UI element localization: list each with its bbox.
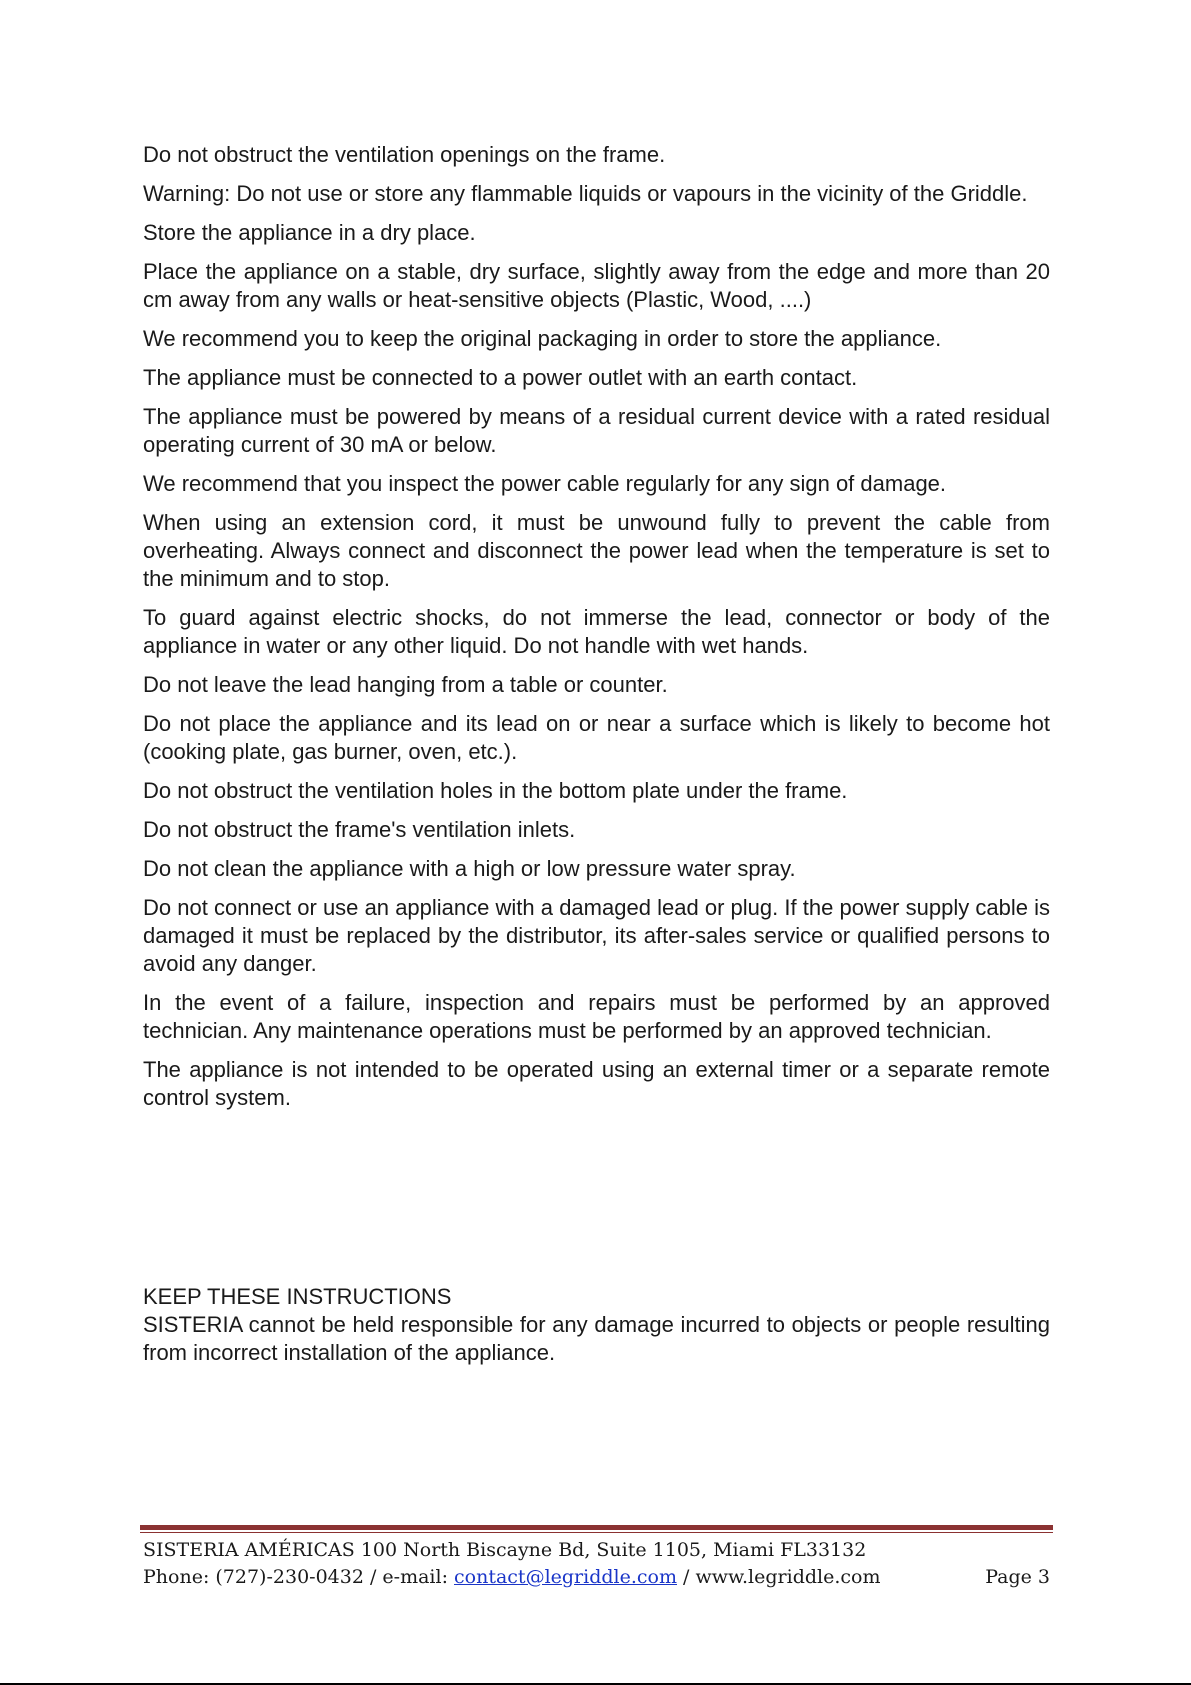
disclaimer-text: SISTERIA cannot be held responsible for any damage incurred to objects or people resulting from incorrect installation of the appliance. bbox=[143, 1312, 1050, 1365]
paragraph: We recommend that you inspect the power cable regularly for any sign of damage. bbox=[143, 471, 947, 496]
footer-divider bbox=[140, 1525, 1053, 1530]
paragraph: The appliance is not intended to be operated using an external timer or a separate remote control system. bbox=[143, 1057, 1050, 1110]
footer-website: / www.legriddle.com bbox=[677, 1566, 881, 1588]
paragraph: To guard against electric shocks, do not immerse the lead, connector or body of the appliance in water or any other liquid. Do not handle with wet hands. bbox=[143, 605, 1050, 658]
paragraph: The appliance must be powered by means of a residual current device with a rated residual operating current of 30 mA or below. bbox=[143, 404, 1050, 457]
footer-address: SISTERIA AMÉRICAS 100 North Biscayne Bd, Suite 1105, Miami FL33132 bbox=[143, 1539, 867, 1561]
paragraph: When using an extension cord, it must be unwound fully to prevent the cable from overheating. Always connect and disconnect the power lead when the temperature is set to the minimum and to stop. bbox=[143, 510, 1050, 591]
paragraph: We recommend you to keep the original packaging in order to store the appliance. bbox=[143, 326, 942, 351]
paragraph: Warning: Do not use or store any flammable liquids or vapours in the vicinity of the Griddle. bbox=[143, 181, 1028, 206]
paragraph: Do not obstruct the ventilation holes in the bottom plate under the frame. bbox=[143, 778, 848, 803]
paragraph: Do not clean the appliance with a high or low pressure water spray. bbox=[143, 856, 796, 881]
footer-divider-thin bbox=[140, 1532, 1053, 1533]
email-link[interactable]: contact@legriddle.com bbox=[454, 1566, 677, 1588]
page-footer bbox=[143, 1537, 1050, 1591]
paragraph: Do not connect or use an appliance with a damaged lead or plug. If the power supply cable is damaged it must be replaced by the distributor, its after-sales service or qualified persons to avoid any danger. bbox=[143, 895, 1050, 976]
paragraph: The appliance must be connected to a power outlet with an earth contact. bbox=[143, 365, 858, 390]
closing-notice bbox=[143, 1283, 1050, 1367]
paragraph: Do not obstruct the ventilation openings on the frame. bbox=[143, 142, 666, 167]
closing-heading: KEEP THESE INSTRUCTIONS bbox=[143, 1284, 452, 1309]
footer-contact-line bbox=[143, 1564, 1050, 1591]
paragraph: Store the appliance in a dry place. bbox=[143, 220, 476, 245]
page-number: Page 3 bbox=[985, 1566, 1050, 1588]
paragraph: Do not place the appliance and its lead on or near a surface which is likely to become hot (cooking plate, gas burner, oven, etc.). bbox=[143, 711, 1050, 764]
paragraph: Place the appliance on a stable, dry surface, slightly away from the edge and more than 20 cm away from any walls or heat-sensitive objects (Plastic, Wood, ....) bbox=[143, 259, 1050, 312]
paragraph: Do not leave the lead hanging from a table or counter. bbox=[143, 672, 668, 697]
safety-instructions bbox=[143, 141, 1050, 1123]
footer-phone: Phone: (727)-230-0432 / e-mail: bbox=[143, 1566, 455, 1588]
paragraph: In the event of a failure, inspection and repairs must be performed by an approved technician. Any maintenance operations must be performed by an approved technician. bbox=[143, 990, 1050, 1043]
paragraph: Do not obstruct the frame's ventilation inlets. bbox=[143, 817, 576, 842]
